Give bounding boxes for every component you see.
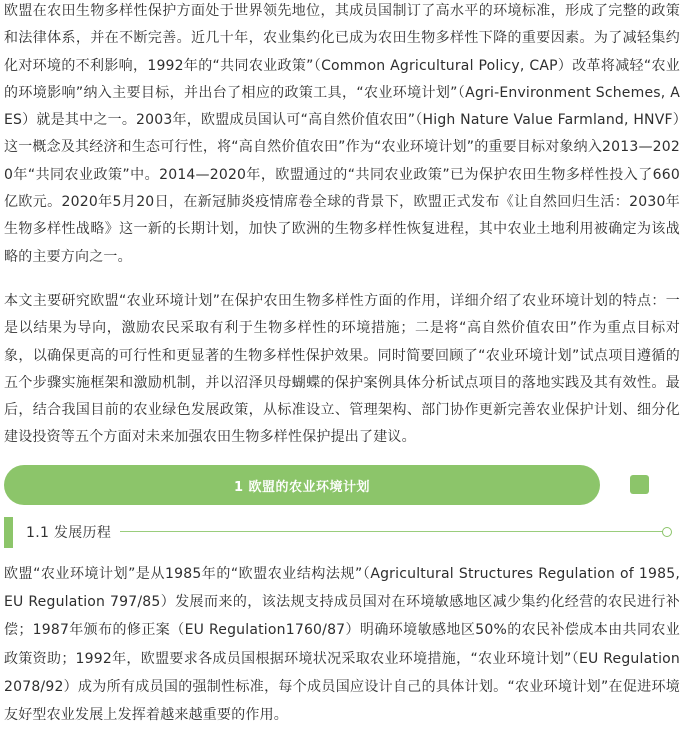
section-square-decoration [630, 475, 649, 494]
summary-paragraph: 本文主要研究欧盟“农业环境计划”在保护农田生物多样性方面的作用，详细介绍了农业环境计划的特点：一是以结果为导向，激励农民采取有利于生物多样性的环境措施；二是将“高自然价值农田”作为重点目标对象，以确保更高的可行性和更显著的生物多样性保护效果。同时简要回顾了“农业环境计划”试点项目遵循的五个步骤实施框架和激励机制，并以沼泽贝母蝴蝶的保护案例具体分析试点项目的落地实践及其有效性。最后，结合我国目前的农业绿色发展政策，从标准设立、管理架构、部门协作更新完善农业保护计划、细分化建设投资等五个方面对未来加强农田生物多样性保护提出了建议。 [4, 293, 680, 446]
subsection-divider-line [120, 531, 664, 532]
section-title: 1 欧盟的农业环境计划 [233, 479, 371, 495]
intro-paragraph: 欧盟在农田生物多样性保护方面处于世界领先地位，其成员国制订了高水平的环境标准，形成了完整的政策和法律体系，并在不断完善。近几十年，农业集约化已成为农田生物多样性下降的重要因素。为了减轻集约化对环境的不利影响，1992年的“共同农业政策”（Common Agricultural Policy, CAP）改革将减轻“农业的环境影响”纳入主要目标，并出台了相应的政策工具，“农业环境计划”（Agri-Environment Schemes, AES）就是其中之一。2003年，欧盟成员国认可“高自然价值农田”（High Nature Value Farmland, HNVF）这一概念及其经济和生态可行性，将“高自然价值农田”作为“农业环境计划”的重要目标对象纳入2013—2020年“共同农业政策”中。2014—2020年，欧盟通过的“共同农业政策”已为保护农田生物多样性投入了660亿欧元。2020年5月20日，在新冠肺炎疫情席卷全球的背景下，欧盟正式发布《让自然回归生活：2030年生物多样性战略》这一新的长期计划，加快了欧洲的生物多样性恢复进程，其中农业土地利用被确定为该战略的主要方向之一。 [4, 3, 680, 265]
subsection-heading [4, 516, 680, 548]
subsection-divider-dot [662, 527, 672, 537]
subsection-title: 1.1 发展历程 [26, 525, 112, 541]
section-heading-bar [4, 465, 600, 505]
subsection-accent-bar [4, 517, 13, 548]
history-paragraph: 欧盟“农业环境计划”是从1985年的“欧盟农业结构法规”（Agricultural Structures Regulation of 1985, EU Regulation 797/85）发展而来的，该法规支持成员国对在环境敏感地区减少集约化经营的农民进行补偿；1987年颁布的修正案（EU Regulation1760/87）明确环境敏感地区50%的农民补偿成本由共同农业政策资助；1992年，欧盟要求各成员国根据环境状况采取农业环境措施，“农业环境计划”（EU Regulation 2078/92）成为所有成员国的强制性标准，每个成员国应设计自己的具体计划。“农业环境计划”在促进环境友好型农业发展上发挥着越来越重要的作用。 [4, 566, 680, 724]
